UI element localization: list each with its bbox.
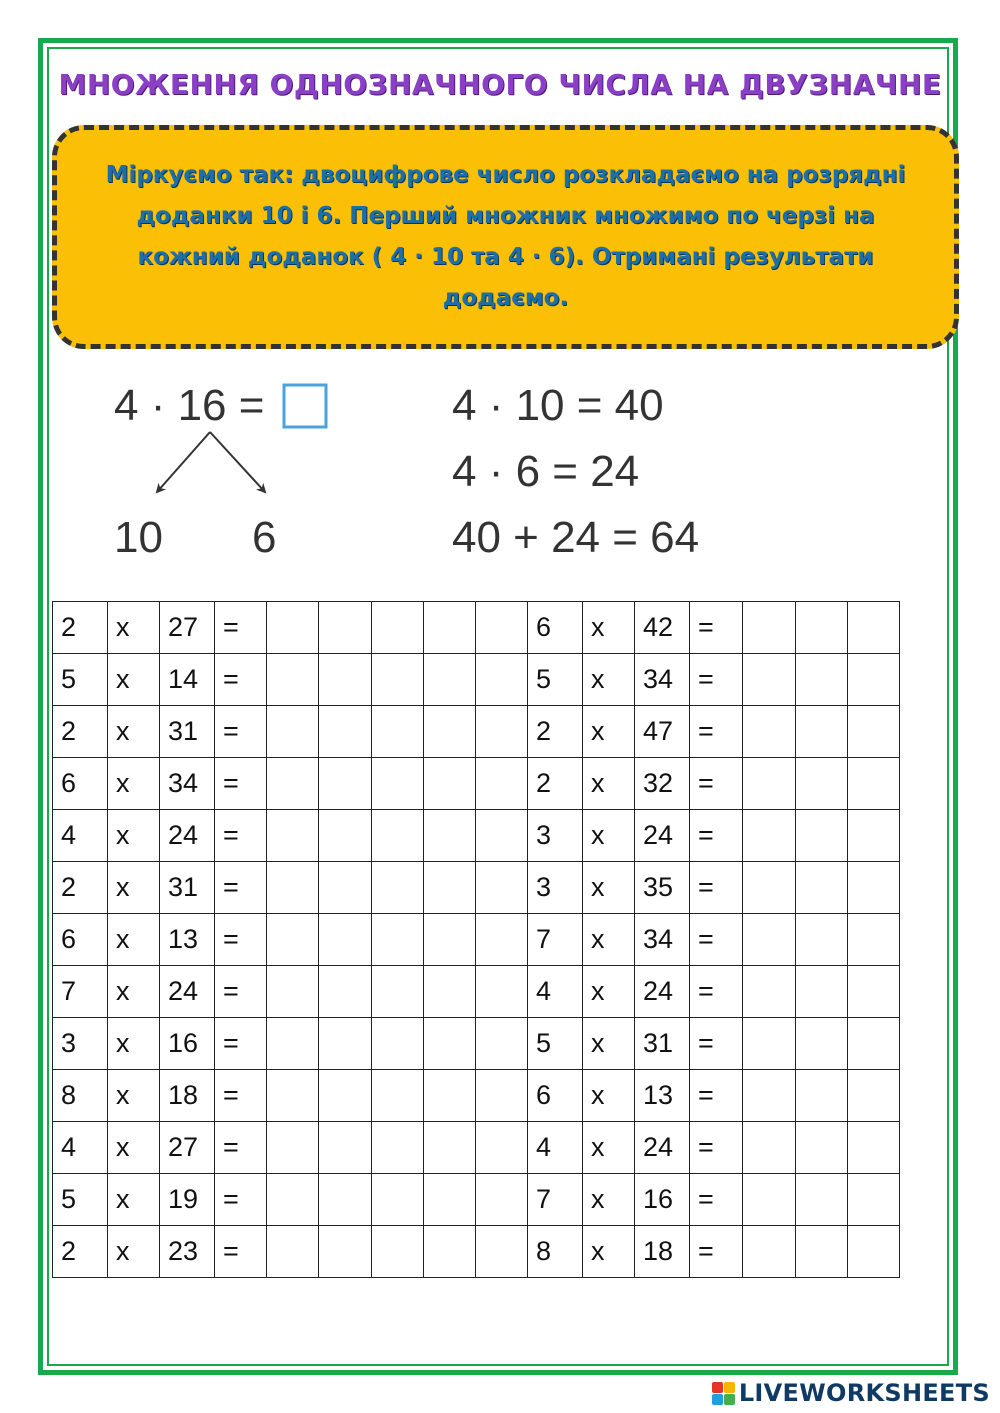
problem-cell: x — [108, 862, 160, 914]
answer-cell[interactable] — [796, 1122, 848, 1174]
problem-cell: = — [215, 914, 267, 966]
problem-cell: 5 — [53, 1174, 108, 1226]
problem-cell: = — [690, 966, 743, 1018]
answer-cell[interactable] — [319, 1018, 372, 1070]
problem-cell: 31 — [160, 706, 215, 758]
problem-cell: 18 — [160, 1070, 215, 1122]
problem-cell: = — [215, 1174, 267, 1226]
problem-cell: = — [215, 1122, 267, 1174]
answer-cell[interactable] — [424, 654, 476, 706]
problem-cell: 3 — [528, 862, 583, 914]
answer-cell[interactable] — [476, 862, 528, 914]
answer-cell[interactable] — [372, 862, 424, 914]
example-expression: 4 · 16 = — [114, 381, 265, 430]
answer-cell[interactable] — [372, 758, 424, 810]
answer-cell[interactable] — [743, 862, 796, 914]
answer-cell[interactable] — [796, 810, 848, 862]
problem-cell: 7 — [528, 1174, 583, 1226]
problem-cell: 3 — [528, 810, 583, 862]
answer-cell[interactable] — [424, 966, 476, 1018]
problem-cell: 6 — [528, 602, 583, 654]
problem-cell: 6 — [528, 1070, 583, 1122]
problem-cell: 24 — [160, 966, 215, 1018]
example-answer-box[interactable] — [284, 385, 326, 427]
problem-cell: 19 — [160, 1174, 215, 1226]
answer-cell[interactable] — [319, 758, 372, 810]
table-row — [53, 810, 900, 862]
answer-cell[interactable] — [267, 654, 319, 706]
problem-cell: x — [108, 1070, 160, 1122]
answer-cell[interactable] — [796, 758, 848, 810]
answer-cell[interactable] — [796, 1226, 848, 1278]
answer-cell[interactable] — [848, 810, 900, 862]
problem-cell: 47 — [635, 706, 690, 758]
problem-cell: = — [690, 1070, 743, 1122]
problem-cell: x — [108, 706, 160, 758]
liveworksheets-brand: LIVEWORKSHEETS — [738, 1379, 990, 1407]
problem-cell: x — [108, 1174, 160, 1226]
problem-cell: 24 — [635, 1122, 690, 1174]
problem-cell: 4 — [53, 810, 108, 862]
problem-cell: 2 — [528, 758, 583, 810]
problem-cell: x — [583, 810, 635, 862]
answer-cell[interactable] — [743, 966, 796, 1018]
problem-cell: 2 — [53, 862, 108, 914]
answer-cell[interactable] — [424, 1122, 476, 1174]
answer-cell[interactable] — [372, 706, 424, 758]
answer-cell[interactable] — [476, 810, 528, 862]
problem-cell: 23 — [160, 1226, 215, 1278]
problem-cell: 13 — [160, 914, 215, 966]
table-row — [53, 1122, 900, 1174]
problem-cell: 8 — [53, 1070, 108, 1122]
answer-cell[interactable] — [319, 1122, 372, 1174]
table-row — [53, 1070, 900, 1122]
problem-cell: = — [215, 602, 267, 654]
problem-cell: 27 — [160, 1122, 215, 1174]
problem-cell: = — [215, 1018, 267, 1070]
example-part-right: 6 — [252, 513, 277, 562]
liveworksheets-logo — [712, 1378, 990, 1408]
problem-cell: = — [215, 1070, 267, 1122]
answer-cell[interactable] — [424, 914, 476, 966]
answer-cell[interactable] — [267, 966, 319, 1018]
answer-cell[interactable] — [267, 758, 319, 810]
answer-cell[interactable] — [848, 966, 900, 1018]
problem-cell: = — [690, 914, 743, 966]
problem-cell: 34 — [160, 758, 215, 810]
answer-cell[interactable] — [476, 966, 528, 1018]
problem-cell: 13 — [635, 1070, 690, 1122]
problem-cell: = — [690, 810, 743, 862]
answer-cell[interactable] — [372, 1018, 424, 1070]
problem-cell: 8 — [528, 1226, 583, 1278]
problem-cell: 16 — [160, 1018, 215, 1070]
answer-cell[interactable] — [424, 810, 476, 862]
answer-cell[interactable] — [424, 1070, 476, 1122]
answer-cell[interactable] — [796, 966, 848, 1018]
table-row — [53, 758, 900, 810]
answer-cell[interactable] — [319, 862, 372, 914]
answer-cell[interactable] — [743, 1226, 796, 1278]
answer-cell[interactable] — [743, 914, 796, 966]
problem-cell: = — [690, 654, 743, 706]
answer-cell[interactable] — [476, 706, 528, 758]
answer-cell[interactable] — [424, 1174, 476, 1226]
answer-cell[interactable] — [476, 1018, 528, 1070]
problem-cell: = — [690, 862, 743, 914]
problem-cell: 34 — [635, 914, 690, 966]
answer-cell[interactable] — [372, 1122, 424, 1174]
problem-cell: 35 — [635, 862, 690, 914]
table-row — [53, 1018, 900, 1070]
answer-cell[interactable] — [267, 862, 319, 914]
problem-cell: 2 — [53, 602, 108, 654]
table-row — [53, 1226, 900, 1278]
problem-cell: = — [690, 758, 743, 810]
answer-cell[interactable] — [267, 1018, 319, 1070]
problem-cell: x — [108, 1226, 160, 1278]
answer-cell[interactable] — [372, 810, 424, 862]
answer-cell[interactable] — [424, 758, 476, 810]
answer-cell[interactable] — [424, 1226, 476, 1278]
table-row — [53, 602, 900, 654]
problem-cell: 4 — [53, 1122, 108, 1174]
answer-cell[interactable] — [476, 1122, 528, 1174]
problem-cell: x — [108, 810, 160, 862]
exercise-grid — [52, 601, 900, 1278]
problem-cell: 3 — [53, 1018, 108, 1070]
problem-cell: 34 — [635, 654, 690, 706]
answer-cell[interactable] — [267, 1174, 319, 1226]
answer-cell[interactable] — [424, 862, 476, 914]
problem-cell: x — [108, 654, 160, 706]
answer-cell[interactable] — [267, 1070, 319, 1122]
problem-cell: x — [583, 1226, 635, 1278]
left-split-arrow — [157, 432, 210, 492]
problem-cell: x — [108, 1018, 160, 1070]
problem-cell: = — [690, 1226, 743, 1278]
table-row — [53, 706, 900, 758]
answer-cell[interactable] — [319, 706, 372, 758]
problem-cell: x — [108, 758, 160, 810]
answer-cell[interactable] — [796, 1018, 848, 1070]
explanation-text: Міркуємо так: двоцифрове число розкладаємо на розрядні доданки 10 і 6. Перший множник множимо по черзі на кожний доданок ( 4 · 10 та 4 · 6). Отримані результати додаємо. — [105, 162, 906, 311]
answer-cell[interactable] — [267, 706, 319, 758]
right-split-arrow — [210, 432, 265, 492]
problem-cell: 27 — [160, 602, 215, 654]
problem-cell: 6 — [53, 758, 108, 810]
problem-cell: 14 — [160, 654, 215, 706]
answer-cell[interactable] — [743, 810, 796, 862]
answer-cell[interactable] — [319, 914, 372, 966]
problem-cell: x — [108, 602, 160, 654]
answer-cell[interactable] — [796, 1070, 848, 1122]
answer-cell[interactable] — [319, 1174, 372, 1226]
problem-cell: x — [583, 758, 635, 810]
answer-cell[interactable] — [743, 1122, 796, 1174]
problem-cell: x — [583, 706, 635, 758]
answer-cell[interactable] — [848, 1122, 900, 1174]
problem-cell: x — [108, 914, 160, 966]
answer-cell[interactable] — [848, 706, 900, 758]
problem-cell: 16 — [635, 1174, 690, 1226]
answer-cell[interactable] — [796, 862, 848, 914]
answer-cell[interactable] — [476, 758, 528, 810]
answer-cell[interactable] — [476, 1070, 528, 1122]
answer-cell[interactable] — [267, 602, 319, 654]
table-row — [53, 862, 900, 914]
answer-cell[interactable] — [796, 602, 848, 654]
problem-cell: 18 — [635, 1226, 690, 1278]
problem-cell: = — [690, 706, 743, 758]
answer-cell[interactable] — [372, 1226, 424, 1278]
problem-cell: 24 — [635, 810, 690, 862]
problem-cell: x — [583, 602, 635, 654]
answer-cell[interactable] — [267, 810, 319, 862]
answer-cell[interactable] — [476, 602, 528, 654]
answer-cell[interactable] — [476, 1174, 528, 1226]
answer-cell[interactable] — [424, 1018, 476, 1070]
answer-cell[interactable] — [372, 914, 424, 966]
problem-cell: = — [690, 1122, 743, 1174]
answer-cell[interactable] — [267, 1122, 319, 1174]
answer-cell[interactable] — [796, 1174, 848, 1226]
answer-cell[interactable] — [743, 1174, 796, 1226]
answer-cell[interactable] — [743, 1018, 796, 1070]
problem-cell: = — [215, 758, 267, 810]
answer-cell[interactable] — [743, 1070, 796, 1122]
problem-cell: x — [583, 1122, 635, 1174]
problem-cell: 5 — [528, 1018, 583, 1070]
answer-cell[interactable] — [848, 1070, 900, 1122]
answer-cell[interactable] — [319, 654, 372, 706]
answer-cell[interactable] — [267, 914, 319, 966]
answer-cell[interactable] — [743, 758, 796, 810]
table-row — [53, 1174, 900, 1226]
problem-cell: 6 — [53, 914, 108, 966]
problem-cell: 31 — [635, 1018, 690, 1070]
problem-cell: x — [583, 1174, 635, 1226]
problem-cell: x — [583, 654, 635, 706]
answer-cell[interactable] — [476, 914, 528, 966]
answer-cell[interactable] — [319, 602, 372, 654]
answer-cell[interactable] — [319, 810, 372, 862]
problem-cell: = — [215, 706, 267, 758]
problem-cell: x — [583, 1070, 635, 1122]
problem-cell: = — [215, 966, 267, 1018]
problem-cell: 5 — [528, 654, 583, 706]
answer-cell[interactable] — [848, 1018, 900, 1070]
answer-cell[interactable] — [319, 1070, 372, 1122]
answer-cell[interactable] — [267, 1226, 319, 1278]
example-part-left: 10 — [114, 513, 163, 562]
table-row — [53, 966, 900, 1018]
problem-cell: x — [583, 1018, 635, 1070]
answer-cell[interactable] — [796, 914, 848, 966]
problem-cell: 2 — [53, 706, 108, 758]
table-row — [53, 914, 900, 966]
problem-cell: 42 — [635, 602, 690, 654]
problem-cell: 24 — [635, 966, 690, 1018]
answer-cell[interactable] — [743, 706, 796, 758]
problem-cell: x — [108, 966, 160, 1018]
answer-cell[interactable] — [372, 966, 424, 1018]
problem-cell: 2 — [528, 706, 583, 758]
problem-cell: 24 — [160, 810, 215, 862]
answer-cell[interactable] — [743, 602, 796, 654]
worksheet-title: МНОЖЕННЯ ОДНОЗНАЧНОГО ЧИСЛА НА ДВУЗНАЧНЕ — [58, 68, 942, 101]
answer-cell[interactable] — [796, 706, 848, 758]
problem-cell: = — [690, 1174, 743, 1226]
example-step-3: 40 + 24 = 64 — [452, 513, 700, 562]
answer-cell[interactable] — [743, 654, 796, 706]
problem-cell: 5 — [53, 654, 108, 706]
example-step-2: 4 · 6 = 24 — [452, 447, 640, 496]
answer-cell[interactable] — [319, 966, 372, 1018]
answer-cell[interactable] — [372, 654, 424, 706]
problem-cell: 4 — [528, 1122, 583, 1174]
problem-cell: x — [583, 966, 635, 1018]
answer-cell[interactable] — [848, 862, 900, 914]
answer-cell[interactable] — [848, 1174, 900, 1226]
problem-cell: = — [690, 602, 743, 654]
problem-cell: x — [583, 914, 635, 966]
problem-cell: x — [108, 1122, 160, 1174]
answer-cell[interactable] — [372, 1070, 424, 1122]
problem-cell: 32 — [635, 758, 690, 810]
answer-cell[interactable] — [424, 602, 476, 654]
answer-cell[interactable] — [424, 706, 476, 758]
problem-cell: 7 — [528, 914, 583, 966]
explanation-box — [52, 125, 959, 349]
answer-cell[interactable] — [372, 1174, 424, 1226]
problem-cell: = — [215, 1226, 267, 1278]
problem-cell: = — [215, 862, 267, 914]
answer-cell[interactable] — [319, 1226, 372, 1278]
problem-cell: 7 — [53, 966, 108, 1018]
example-step-1: 4 · 10 = 40 — [452, 381, 664, 430]
answer-cell[interactable] — [796, 654, 848, 706]
answer-cell[interactable] — [848, 914, 900, 966]
answer-cell[interactable] — [476, 654, 528, 706]
answer-cell[interactable] — [848, 654, 900, 706]
problem-cell: 2 — [53, 1226, 108, 1278]
problem-cell: 4 — [528, 966, 583, 1018]
liveworksheets-logo-icon — [712, 1382, 735, 1405]
answer-cell[interactable] — [848, 1226, 900, 1278]
problem-cell: x — [583, 862, 635, 914]
problem-cell: = — [690, 1018, 743, 1070]
table-row — [53, 654, 900, 706]
problem-cell: = — [215, 810, 267, 862]
problem-cell: 31 — [160, 862, 215, 914]
answer-cell[interactable] — [476, 1226, 528, 1278]
answer-cell[interactable] — [848, 758, 900, 810]
answer-cell[interactable] — [372, 602, 424, 654]
answer-cell[interactable] — [848, 602, 900, 654]
worked-example — [100, 370, 750, 570]
problem-cell: = — [215, 654, 267, 706]
